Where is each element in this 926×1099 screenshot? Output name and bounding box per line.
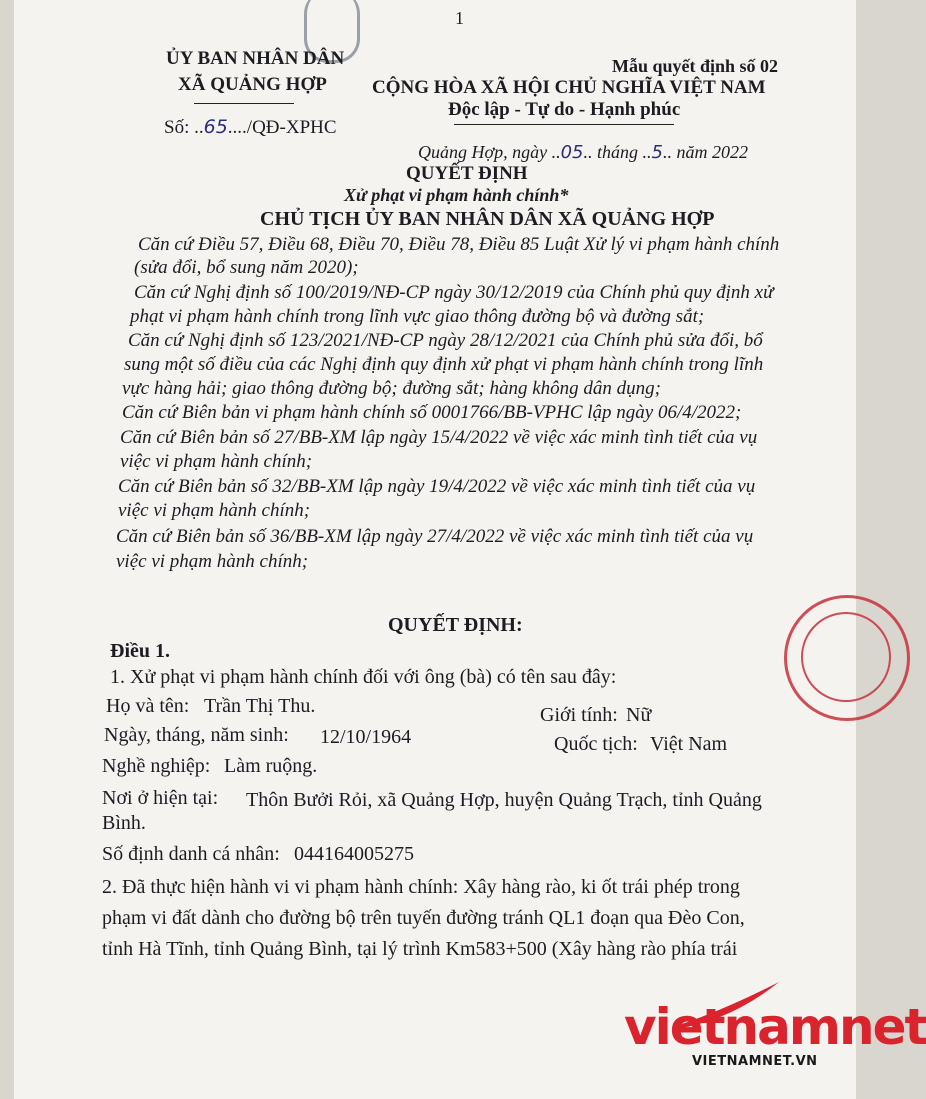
watermark-url: VIETNAMNET.VN [692,1054,818,1069]
basis-line: việc vi phạm hành chính; [120,451,313,472]
person-dob: 12/10/1964 [320,726,412,748]
job-label: Nghề nghiệp: [102,755,211,777]
basis-line: sung một số điều của các Nghị định quy định xử phạt vi phạm hành chính trong lĩnh [124,354,764,375]
page-number: 1 [455,8,464,28]
issuer-line1: ỦY BAN NHÂN DÂN [166,48,345,69]
national-line1: CỘNG HÒA XÃ HỘI CHỦ NGHĨA VIỆT NAM [372,77,766,98]
person-gender: Nữ [626,704,652,726]
basis-line: Căn cứ Biên bản số 32/BB-XM lập ngày 19/4/2022 về việc xác minh tình tiết của vụ [118,476,756,497]
basis-line: (sửa đổi, bổ sung năm 2020); [134,257,359,278]
basis-line: việc vi phạm hành chính; [116,551,309,572]
decision-heading: QUYẾT ĐỊNH: [388,614,523,636]
authority-title: CHỦ TỊCH ỦY BAN NHÂN DÂN XÃ QUẢNG HỢP [260,208,715,230]
vietnamnet-watermark [614,990,926,1080]
basis-line: việc vi phạm hành chính; [118,500,311,521]
issuer-line2: XÃ QUẢNG HỢP [178,74,327,95]
date-month: 5 [651,142,663,163]
basis-line: vực hàng hải; giao thông đường bộ; đường sắt; hàng không dân dụng; [122,378,661,399]
basis-line: Căn cứ Nghị định số 123/2021/NĐ-CP ngày 28/12/2021 của Chính phủ sửa đổi, bổ [128,330,763,351]
article-1: Điều 1. [110,640,170,662]
person-nationality: Việt Nam [650,733,728,755]
decision-number [164,116,337,139]
address-label: Nơi ở hiện tại: [102,787,219,809]
number-prefix: Số: .. [164,117,204,138]
basis-line: phạt vi phạm hành chính trong lĩnh vực giao thông đường bộ và đường sắt; [130,306,705,327]
date-mid: .. tháng .. [583,142,652,162]
person-job: Làm ruộng. [224,755,318,777]
motto-underline [454,124,674,125]
basis-line: Căn cứ Biên bản số 36/BB-XM lập ngày 27/4/2022 về việc xác minh tình tiết của vụ [116,526,754,547]
dob-label: Ngày, tháng, năm sinh: [104,724,289,746]
gender-label: Giới tính: [540,704,618,726]
watermark-brand: vietnamnet [624,998,926,1056]
basis-line: Căn cứ Biên bản vi phạm hành chính số 0001766/BB-VPHC lập ngày 06/4/2022; [122,402,742,423]
number-handwritten: 65 [203,116,228,138]
name-label: Họ và tên: [106,695,190,717]
date-prefix: Quảng Hợp, ngày .. [418,142,561,162]
person-address-line2: Bình. [102,812,146,834]
issue-date [418,142,748,163]
national-line2: Độc lập - Tự do - Hạnh phúc [448,99,681,120]
item-1: 1. Xử phạt vi phạm hành chính đối với ông (bà) có tên sau đây: [110,666,617,688]
id-label: Số định danh cá nhân: [102,843,280,865]
nationality-label: Quốc tịch: [554,733,638,755]
red-seal-stamp [784,595,910,721]
person-id: 044164005275 [294,843,414,865]
person-address-line1: Thôn Bưởi Rỏi, xã Quảng Hợp, huyện Quảng Trạch, tỉnh Quảng [246,789,762,811]
item-2-line: phạm vi đất dành cho đường bộ trên tuyến đường tránh QL1 đoạn qua Đèo Con, [102,907,745,929]
issuer-underline [194,103,294,104]
form-label: Mẫu quyết định số 02 [612,56,779,76]
item-2-line: tỉnh Hà Tĩnh, tỉnh Quảng Bình, tại lý trình Km583+500 (Xây hàng rào phía trái [102,938,738,960]
red-seal-inner-ring [801,612,891,702]
basis-line: Căn cứ Nghị định số 100/2019/NĐ-CP ngày 30/12/2019 của Chính phủ quy định xử [134,282,774,303]
document-page [14,0,926,1099]
number-suffix: ..../QĐ-XPHC [227,117,337,138]
basis-line: Căn cứ Điều 57, Điều 68, Điều 70, Điều 78, Điều 85 Luật Xử lý vi phạm hành chính [138,234,780,255]
basis-line: Căn cứ Biên bản số 27/BB-XM lập ngày 15/4/2022 về việc xác minh tình tiết của vụ [120,427,758,448]
document-title: QUYẾT ĐỊNH [406,163,528,184]
person-name: Trần Thị Thu. [204,695,316,717]
date-day: 05 [560,142,584,163]
document-subtitle: Xử phạt vi phạm hành chính* [344,185,569,205]
date-suffix: .. năm 2022 [662,142,748,162]
item-2-line: 2. Đã thực hiện hành vi vi phạm hành chính: Xây hàng rào, ki ốt trái phép trong [102,876,740,898]
